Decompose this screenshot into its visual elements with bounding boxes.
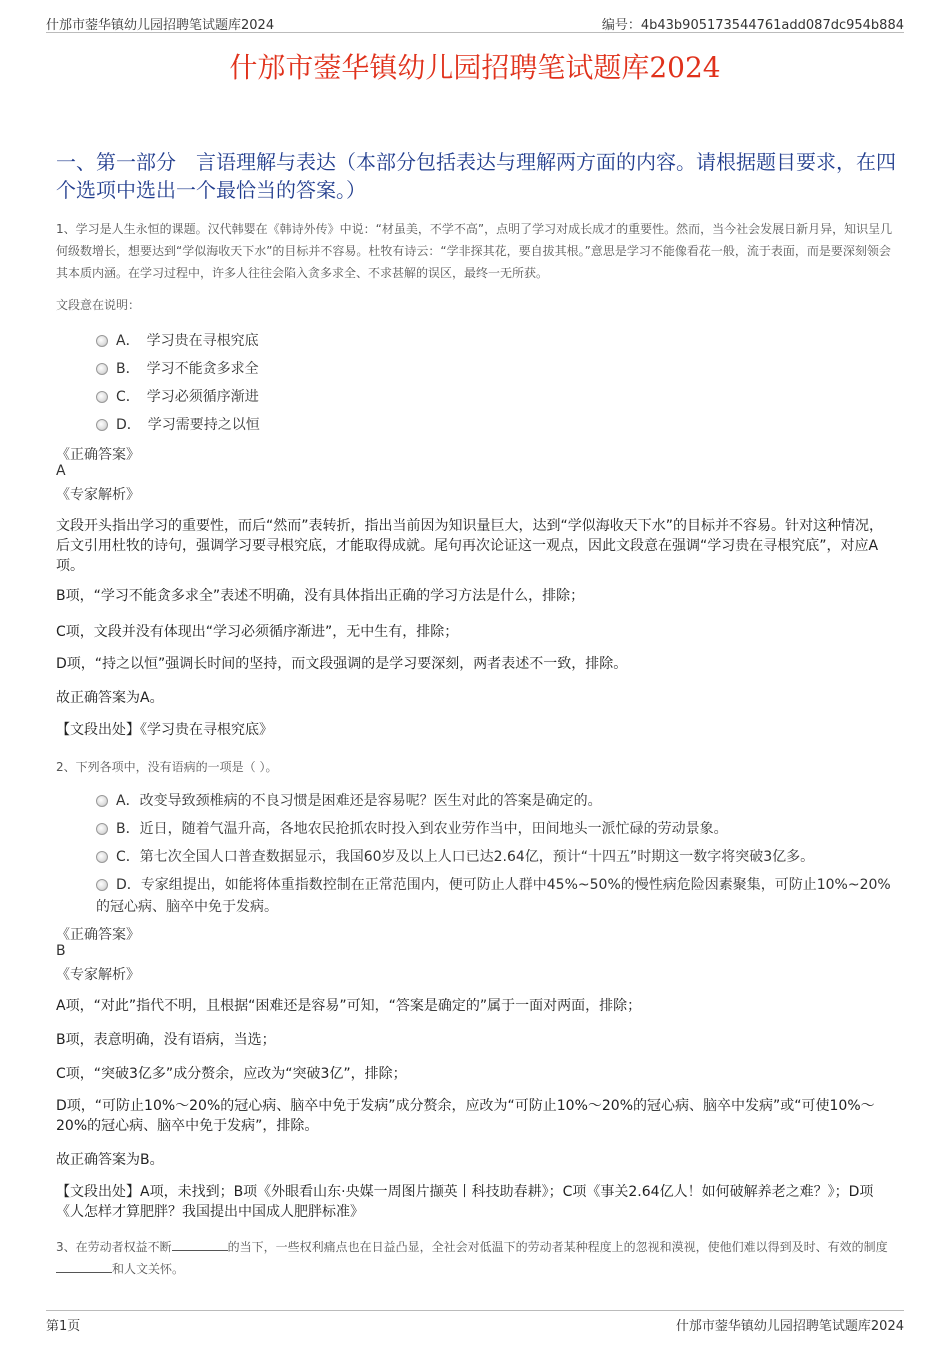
- radio-icon[interactable]: [96, 851, 108, 863]
- page-header: [46, 14, 904, 33]
- q2-answer-label: 《正确答案》: [56, 927, 140, 943]
- q1-analysis-para: C项，文段并没有体现出“学习必须循序渐进”，无中生有，排除；: [56, 624, 459, 640]
- answer-blank: [56, 1272, 112, 1273]
- q1-option-a[interactable]: A． 学习贵在寻根究底: [96, 330, 259, 350]
- radio-icon[interactable]: [96, 879, 108, 891]
- q1-answer-label: 《正确答案》: [56, 447, 140, 463]
- radio-icon[interactable]: [96, 335, 108, 347]
- header-doc-id: 编号：4b43b905173544761add087dc954b884: [601, 18, 904, 33]
- q2-option-b[interactable]: B．近日，随着气温升高，各地农民抢抓农时投入到农业劳作当中，田间地头一派忙碌的劳动景象。: [96, 818, 896, 840]
- q2-analysis-para: A项，“对此”指代不明，且根据“困难还是容易”可知，“答案是确定的”属于一面对两面，排除；: [56, 998, 642, 1014]
- q2-source: 【文段出处】A项，未找到；B项《外眼看山东·央媒一周图片撷英丨科技助春耕》；C项《事关2.64亿人！如何破解养老之难？》；D项《人怎样才算肥胖？我国提出中国成人肥胖标准》: [56, 1184, 874, 1220]
- page-number: 第1页: [46, 1319, 81, 1334]
- q1-option-d[interactable]: D． 学习需要持之以恒: [96, 414, 260, 434]
- q2-option-c[interactable]: C．第七次全国人口普查数据显示，我国60岁及以上人口已达2.64亿，预计“十四五”时期这一数字将突破3亿多。: [96, 846, 896, 868]
- q1-analysis-para: 文段开头指出学习的重要性，而后“然而”表转折，指出当前因为知识量巨大，达到“学似海收天下水”的目标并不容易。针对这种情况，后文引用杜牧的诗句，强调学习要寻根究底，才能取得成就。尾句再次论证这一观点，因此文段意在强调“学习贵在寻根究底”，对应A项。: [56, 518, 884, 574]
- q2-analysis-label: 《专家解析》: [56, 967, 140, 983]
- q1-option-c[interactable]: C． 学习必须循序渐进: [96, 386, 259, 406]
- q2-analysis-para: B项，表意明确，没有语病，当选；: [56, 1032, 276, 1048]
- q2-analysis-para: 故正确答案为B。: [56, 1152, 164, 1168]
- q1-option-b[interactable]: B． 学习不能贪多求全: [96, 358, 259, 378]
- radio-icon[interactable]: [96, 795, 108, 807]
- q1-analysis-label: 《专家解析》: [56, 487, 140, 503]
- footer-title: 什邡市蓥华镇幼儿园招聘笔试题库2024: [675, 1319, 904, 1334]
- section-heading: 一、第一部分 言语理解与表达（本部分包括表达与理解两方面的内容。请根据题目要求，在四个选项中选出一个最恰当的答案。）: [56, 150, 896, 202]
- q2-analysis-para: C项，“突破3亿多”成分赘余，应改为“突破3亿”，排除；: [56, 1066, 407, 1082]
- q2-analysis-para: D项，“可防止10%～20%的冠心病、脑卒中免于发病”成分赘余，应改为“可防止10%～20%的冠心病、脑卒中发病”或“可使10%～20%的冠心病、脑卒中免于发病”，排除。: [56, 1098, 875, 1134]
- q1-source: 【文段出处】《学习贵在寻根究底》: [56, 722, 273, 738]
- question-1-prompt: 文段意在说明：: [56, 298, 141, 312]
- page-title: 什邡市蓥华镇幼儿园招聘笔试题库2024: [229, 51, 721, 84]
- question-2-text: 2、下列各项中，没有语病的一项是（ ）。: [56, 760, 278, 774]
- q2-answer: B: [56, 943, 66, 959]
- q2-option-a[interactable]: A．改变导致颈椎病的不良习惯是困难还是容易呢？医生对此的答案是确定的。: [96, 790, 896, 812]
- page-footer: [46, 1310, 904, 1334]
- answer-blank: [172, 1250, 228, 1251]
- q1-analysis-para: D项，“持之以恒”强调长时间的坚持，而文段强调的是学习要深刻，两者表述不一致，排除。: [56, 656, 628, 672]
- radio-icon[interactable]: [96, 419, 108, 431]
- radio-icon[interactable]: [96, 823, 108, 835]
- radio-icon[interactable]: [96, 363, 108, 375]
- q1-analysis-para: 故正确答案为A。: [56, 690, 164, 706]
- q1-analysis-para: B项，“学习不能贪多求全”表述不明确，没有具体指出正确的学习方法是什么，排除；: [56, 588, 585, 604]
- header-title: 什邡市蓥华镇幼儿园招聘笔试题库2024: [46, 18, 275, 33]
- radio-icon[interactable]: [96, 391, 108, 403]
- q2-option-d[interactable]: D．专家组提出，如能将体重指数控制在正常范围内，便可防止人群中45%~50%的慢性病危险因素聚集，可防止10%~20%的冠心病、脑卒中免于发病。: [96, 877, 891, 915]
- question-3-text: 3、在劳动者权益不断 的当下，一些权利痛点也在日益凸显，全社会对低温下的劳动者某种程度上的忽视和漠视，使他们难以得到及时、有效的制度和人文关怀。: [56, 1240, 888, 1276]
- question-1-text: 1、学习是人生永恒的课题。汉代韩婴在《韩诗外传》中说：“材虽美，不学不高”，点明了学习对成长成才的重要性。然而，当今社会发展日新月异，知识呈几何级数增长，想要达到“学似海收天下水”的目标并不容易。杜牧有诗云：“学非探其花，要自拔其根。”意思是学习不能像看花一般，流于表面，而是要深刻领会其本质内涵。在学习过程中，许多人往往会陷入贪多求全、不求甚解的误区，最终一无所获。: [56, 222, 893, 280]
- q1-answer: A: [56, 463, 66, 479]
